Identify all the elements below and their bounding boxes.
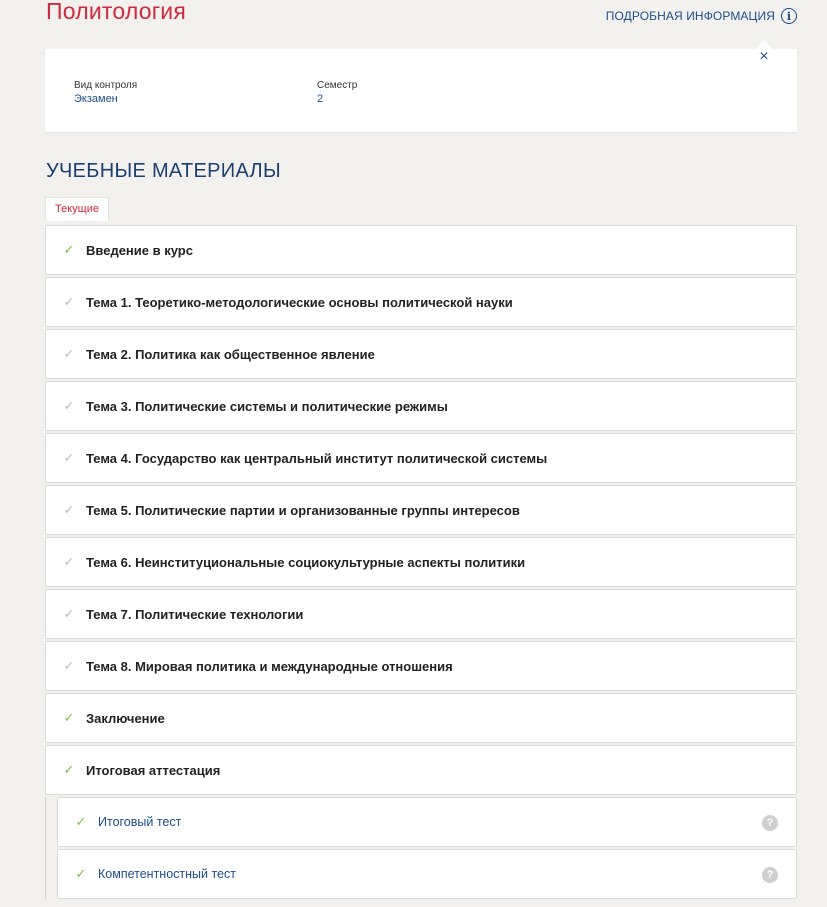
list-item[interactable] <box>45 329 797 379</box>
list-item-label: Тема 1. Теоретико-методологические основы политической науки <box>86 294 513 310</box>
sublist-item-label: Компетентностный тест <box>98 867 236 881</box>
list-item-label: Итоговая аттестация <box>86 762 221 778</box>
check-icon: ✓ <box>63 710 75 725</box>
tab-current[interactable]: Текущие <box>45 197 109 221</box>
check-icon: ✓ <box>63 346 75 361</box>
list-item-label: Введение в курс <box>86 242 193 258</box>
list-item[interactable] <box>45 485 797 535</box>
list-item[interactable] <box>45 225 797 275</box>
list-item[interactable] <box>45 381 797 431</box>
semester-label: Семестр <box>317 80 358 91</box>
control-type-field <box>74 80 137 105</box>
list-item-label: Заключение <box>86 710 165 726</box>
check-icon: ✓ <box>63 762 75 777</box>
list-item[interactable] <box>45 537 797 587</box>
check-icon: ✓ <box>63 658 75 673</box>
sublist-connector <box>45 797 46 899</box>
close-icon[interactable]: × <box>759 48 769 65</box>
page-title: Политология <box>46 0 187 24</box>
list-item[interactable] <box>45 693 797 743</box>
check-icon: ✓ <box>75 814 87 829</box>
info-icon: i <box>781 8 797 24</box>
list-item[interactable] <box>45 641 797 691</box>
details-link[interactable] <box>606 8 797 24</box>
sublist-item[interactable] <box>57 797 797 847</box>
check-icon: ✓ <box>63 450 75 465</box>
check-icon: ✓ <box>63 606 75 621</box>
list-item-label: Тема 5. Политические партии и организованные группы интересов <box>86 502 520 518</box>
section-title: УЧЕБНЫЕ МАТЕРИАЛЫ <box>46 160 281 182</box>
sublist-item[interactable] <box>57 849 797 899</box>
course-info-panel <box>45 49 797 132</box>
check-icon: ✓ <box>63 294 75 309</box>
sublist-item-label: Итоговый тест <box>98 815 182 829</box>
list-item-label: Тема 6. Неинституциональные социокультурные аспекты политики <box>86 554 526 570</box>
check-icon: ✓ <box>63 398 75 413</box>
control-type-label: Вид контроля <box>74 80 138 91</box>
final-assessment-sublist <box>45 797 797 901</box>
check-icon: ✓ <box>63 554 75 569</box>
help-icon[interactable]: ? <box>762 815 778 831</box>
check-icon: ✓ <box>63 502 75 517</box>
list-item[interactable] <box>45 589 797 639</box>
list-item-label: Тема 3. Политические системы и политические режимы <box>86 398 448 414</box>
list-item-label: Тема 4. Государство как центральный институт политической системы <box>86 450 548 466</box>
list-item-label: Тема 7. Политические технологии <box>86 606 304 622</box>
details-link-label: ПОДРОБНАЯ ИНФОРМАЦИЯ <box>605 9 775 23</box>
list-item[interactable] <box>45 745 797 795</box>
semester-value: 2 <box>317 93 324 105</box>
control-type-value: Экзамен <box>74 93 118 105</box>
semester-field <box>317 80 357 105</box>
list-item-label: Тема 2. Политика как общественное явление <box>86 346 375 362</box>
check-icon: ✓ <box>63 242 75 257</box>
materials-list <box>45 225 797 797</box>
list-item[interactable] <box>45 277 797 327</box>
check-icon: ✓ <box>75 866 87 881</box>
list-item[interactable] <box>45 433 797 483</box>
list-item-label: Тема 8. Мировая политика и международные отношения <box>86 658 453 674</box>
help-icon[interactable]: ? <box>762 867 778 883</box>
